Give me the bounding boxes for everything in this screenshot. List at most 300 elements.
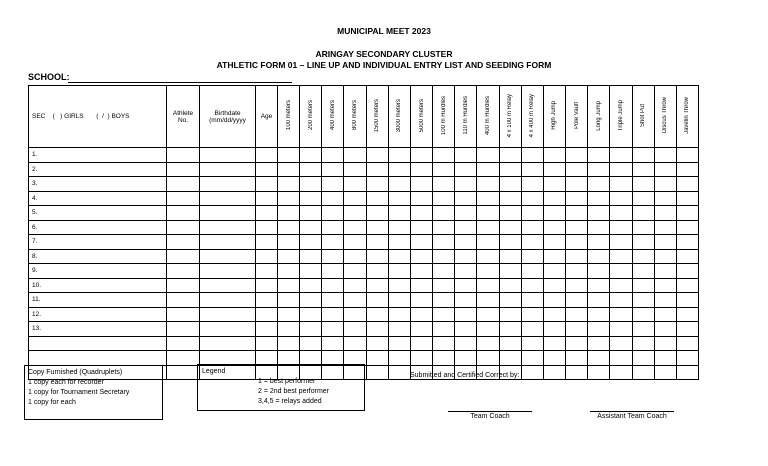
entry-cell[interactable] [388, 278, 410, 293]
entry-cell[interactable] [278, 307, 300, 322]
entry-cell[interactable] [278, 206, 300, 221]
entry-cell[interactable] [477, 264, 499, 279]
entry-cell[interactable] [388, 162, 410, 177]
team-coach-signature-line[interactable] [448, 411, 532, 412]
entry-cell[interactable] [366, 351, 388, 366]
entry-cell[interactable] [543, 249, 565, 264]
entry-cell[interactable] [278, 162, 300, 177]
entry-cell[interactable] [477, 307, 499, 322]
entry-cell[interactable] [344, 148, 366, 163]
entry-cell[interactable] [388, 264, 410, 279]
entry-cell[interactable] [433, 249, 455, 264]
entry-cell[interactable] [322, 322, 344, 337]
entry-cell[interactable] [455, 307, 477, 322]
entry-cell[interactable] [366, 293, 388, 308]
entry-cell[interactable] [366, 278, 388, 293]
entry-cell[interactable] [477, 206, 499, 221]
entry-cell[interactable] [543, 177, 565, 192]
entry-cell[interactable] [344, 191, 366, 206]
entry-cell[interactable] [632, 322, 654, 337]
entry-cell[interactable] [167, 220, 200, 235]
entry-cell[interactable] [610, 249, 632, 264]
entry-cell[interactable] [300, 148, 322, 163]
entry-cell[interactable] [610, 220, 632, 235]
entry-cell[interactable] [521, 235, 543, 250]
row-number-cell[interactable]: 10. [29, 278, 167, 293]
entry-cell[interactable] [433, 264, 455, 279]
entry-cell[interactable] [366, 148, 388, 163]
entry-cell[interactable] [410, 322, 432, 337]
entry-cell[interactable] [256, 336, 278, 351]
entry-cell[interactable] [388, 235, 410, 250]
entry-cell[interactable] [300, 235, 322, 250]
entry-cell[interactable] [610, 307, 632, 322]
entry-cell[interactable] [477, 177, 499, 192]
entry-cell[interactable] [632, 206, 654, 221]
entry-cell[interactable] [344, 293, 366, 308]
entry-cell[interactable] [322, 307, 344, 322]
entry-cell[interactable] [588, 162, 610, 177]
entry-cell[interactable] [566, 177, 588, 192]
entry-cell[interactable] [388, 365, 410, 380]
entry-cell[interactable] [256, 322, 278, 337]
entry-cell[interactable] [588, 235, 610, 250]
entry-cell[interactable] [543, 148, 565, 163]
entry-cell[interactable] [322, 293, 344, 308]
entry-cell[interactable] [200, 148, 256, 163]
entry-cell[interactable] [676, 249, 698, 264]
entry-cell[interactable] [278, 220, 300, 235]
entry-cell[interactable] [676, 235, 698, 250]
entry-cell[interactable] [167, 235, 200, 250]
entry-cell[interactable] [256, 264, 278, 279]
entry-cell[interactable] [433, 148, 455, 163]
entry-cell[interactable] [200, 249, 256, 264]
entry-cell[interactable] [610, 177, 632, 192]
entry-cell[interactable] [300, 293, 322, 308]
entry-cell[interactable] [388, 249, 410, 264]
entry-cell[interactable] [167, 191, 200, 206]
entry-cell[interactable] [433, 322, 455, 337]
entry-cell[interactable] [200, 293, 256, 308]
entry-cell[interactable] [256, 235, 278, 250]
row-number-cell[interactable] [29, 351, 167, 366]
entry-cell[interactable] [344, 220, 366, 235]
entry-cell[interactable] [388, 351, 410, 366]
entry-cell[interactable] [388, 293, 410, 308]
entry-cell[interactable] [433, 235, 455, 250]
entry-cell[interactable] [566, 336, 588, 351]
entry-cell[interactable] [410, 293, 432, 308]
entry-cell[interactable] [521, 336, 543, 351]
entry-cell[interactable] [256, 351, 278, 366]
entry-cell[interactable] [543, 206, 565, 221]
entry-cell[interactable] [477, 162, 499, 177]
entry-cell[interactable] [322, 220, 344, 235]
entry-cell[interactable] [676, 278, 698, 293]
entry-cell[interactable] [566, 191, 588, 206]
entry-cell[interactable] [610, 336, 632, 351]
entry-cell[interactable] [477, 148, 499, 163]
entry-cell[interactable] [200, 278, 256, 293]
entry-cell[interactable] [300, 220, 322, 235]
entry-cell[interactable] [256, 148, 278, 163]
entry-cell[interactable] [455, 322, 477, 337]
entry-cell[interactable] [588, 191, 610, 206]
entry-cell[interactable] [654, 220, 676, 235]
entry-cell[interactable] [366, 162, 388, 177]
entry-cell[interactable] [521, 177, 543, 192]
entry-cell[interactable] [410, 220, 432, 235]
entry-cell[interactable] [366, 206, 388, 221]
entry-cell[interactable] [278, 322, 300, 337]
entry-cell[interactable] [167, 322, 200, 337]
entry-cell[interactable] [167, 148, 200, 163]
entry-cell[interactable] [410, 177, 432, 192]
entry-cell[interactable] [521, 249, 543, 264]
entry-cell[interactable] [455, 264, 477, 279]
entry-cell[interactable] [200, 177, 256, 192]
entry-cell[interactable] [200, 336, 256, 351]
row-number-cell[interactable]: 11. [29, 293, 167, 308]
entry-cell[interactable] [322, 278, 344, 293]
entry-cell[interactable] [322, 249, 344, 264]
row-number-cell[interactable]: 13. [29, 322, 167, 337]
entry-cell[interactable] [610, 322, 632, 337]
assistant-coach-signature-line[interactable] [590, 411, 674, 412]
entry-cell[interactable] [499, 220, 521, 235]
entry-cell[interactable] [477, 322, 499, 337]
entry-cell[interactable] [322, 351, 344, 366]
entry-cell[interactable] [366, 336, 388, 351]
entry-cell[interactable] [477, 351, 499, 366]
entry-cell[interactable] [521, 293, 543, 308]
entry-cell[interactable] [566, 220, 588, 235]
row-number-cell[interactable]: 12. [29, 307, 167, 322]
entry-cell[interactable] [455, 162, 477, 177]
entry-cell[interactable] [588, 206, 610, 221]
entry-cell[interactable] [455, 293, 477, 308]
entry-cell[interactable] [610, 148, 632, 163]
entry-cell[interactable] [322, 235, 344, 250]
entry-cell[interactable] [632, 162, 654, 177]
entry-cell[interactable] [499, 162, 521, 177]
row-number-cell[interactable]: 3. [29, 177, 167, 192]
entry-cell[interactable] [410, 336, 432, 351]
entry-cell[interactable] [322, 191, 344, 206]
entry-cell[interactable] [388, 177, 410, 192]
entry-cell[interactable] [654, 235, 676, 250]
entry-cell[interactable] [344, 249, 366, 264]
entry-cell[interactable] [610, 365, 632, 380]
entry-cell[interactable] [344, 264, 366, 279]
entry-cell[interactable] [477, 293, 499, 308]
entry-cell[interactable] [521, 264, 543, 279]
entry-cell[interactable] [167, 264, 200, 279]
row-number-cell[interactable]: 7. [29, 235, 167, 250]
entry-cell[interactable] [588, 177, 610, 192]
entry-cell[interactable] [256, 307, 278, 322]
entry-cell[interactable] [566, 278, 588, 293]
entry-cell[interactable] [300, 351, 322, 366]
entry-cell[interactable] [278, 293, 300, 308]
entry-cell[interactable] [366, 307, 388, 322]
entry-cell[interactable] [543, 191, 565, 206]
entry-cell[interactable] [388, 191, 410, 206]
entry-cell[interactable] [499, 322, 521, 337]
entry-cell[interactable] [388, 220, 410, 235]
entry-cell[interactable] [256, 162, 278, 177]
entry-cell[interactable] [566, 351, 588, 366]
entry-cell[interactable] [410, 235, 432, 250]
entry-cell[interactable] [300, 162, 322, 177]
entry-cell[interactable] [344, 235, 366, 250]
entry-cell[interactable] [366, 322, 388, 337]
entry-cell[interactable] [322, 177, 344, 192]
entry-cell[interactable] [366, 220, 388, 235]
entry-cell[interactable] [588, 220, 610, 235]
entry-cell[interactable] [588, 336, 610, 351]
entry-cell[interactable] [278, 278, 300, 293]
entry-cell[interactable] [433, 177, 455, 192]
entry-cell[interactable] [632, 351, 654, 366]
entry-cell[interactable] [588, 307, 610, 322]
entry-cell[interactable] [632, 336, 654, 351]
entry-cell[interactable] [322, 162, 344, 177]
entry-cell[interactable] [433, 293, 455, 308]
entry-cell[interactable] [200, 206, 256, 221]
entry-cell[interactable] [588, 293, 610, 308]
row-number-cell[interactable]: 1. [29, 148, 167, 163]
entry-cell[interactable] [366, 249, 388, 264]
entry-cell[interactable] [477, 336, 499, 351]
entry-cell[interactable] [499, 249, 521, 264]
entry-cell[interactable] [566, 148, 588, 163]
entry-cell[interactable] [388, 148, 410, 163]
entry-cell[interactable] [433, 206, 455, 221]
entry-cell[interactable] [499, 177, 521, 192]
entry-cell[interactable] [588, 264, 610, 279]
entry-cell[interactable] [654, 177, 676, 192]
entry-cell[interactable] [499, 206, 521, 221]
entry-cell[interactable] [588, 322, 610, 337]
entry-cell[interactable] [256, 293, 278, 308]
entry-cell[interactable] [167, 336, 200, 351]
entry-cell[interactable] [610, 278, 632, 293]
entry-cell[interactable] [200, 322, 256, 337]
entry-cell[interactable] [300, 191, 322, 206]
entry-cell[interactable] [410, 162, 432, 177]
entry-cell[interactable] [410, 206, 432, 221]
entry-cell[interactable] [543, 322, 565, 337]
entry-cell[interactable] [366, 365, 388, 380]
entry-cell[interactable] [167, 293, 200, 308]
entry-cell[interactable] [676, 220, 698, 235]
entry-cell[interactable] [499, 293, 521, 308]
entry-cell[interactable] [477, 220, 499, 235]
entry-cell[interactable] [654, 293, 676, 308]
entry-cell[interactable] [200, 191, 256, 206]
entry-cell[interactable] [256, 220, 278, 235]
entry-cell[interactable] [499, 191, 521, 206]
entry-cell[interactable] [455, 206, 477, 221]
entry-cell[interactable] [455, 336, 477, 351]
entry-cell[interactable] [521, 307, 543, 322]
school-input-line[interactable] [68, 82, 292, 83]
entry-cell[interactable] [344, 162, 366, 177]
entry-cell[interactable] [521, 191, 543, 206]
entry-cell[interactable] [167, 162, 200, 177]
entry-cell[interactable] [300, 249, 322, 264]
entry-cell[interactable] [410, 191, 432, 206]
entry-cell[interactable] [566, 307, 588, 322]
entry-cell[interactable] [278, 235, 300, 250]
entry-cell[interactable] [632, 307, 654, 322]
entry-cell[interactable] [566, 264, 588, 279]
entry-cell[interactable] [455, 351, 477, 366]
entry-cell[interactable] [632, 249, 654, 264]
entry-cell[interactable] [610, 235, 632, 250]
entry-cell[interactable] [521, 162, 543, 177]
entry-cell[interactable] [278, 351, 300, 366]
entry-cell[interactable] [256, 206, 278, 221]
entry-cell[interactable] [521, 206, 543, 221]
entry-cell[interactable] [433, 336, 455, 351]
entry-cell[interactable] [566, 249, 588, 264]
entry-cell[interactable] [521, 220, 543, 235]
entry-cell[interactable] [499, 235, 521, 250]
entry-cell[interactable] [654, 336, 676, 351]
entry-cell[interactable] [676, 206, 698, 221]
entry-cell[interactable] [654, 307, 676, 322]
entry-cell[interactable] [610, 351, 632, 366]
entry-cell[interactable] [200, 235, 256, 250]
entry-cell[interactable] [654, 365, 676, 380]
entry-cell[interactable] [344, 336, 366, 351]
entry-cell[interactable] [632, 365, 654, 380]
row-number-cell[interactable] [29, 336, 167, 351]
entry-cell[interactable] [676, 148, 698, 163]
entry-cell[interactable] [455, 191, 477, 206]
entry-cell[interactable] [167, 206, 200, 221]
entry-cell[interactable] [654, 191, 676, 206]
entry-cell[interactable] [566, 235, 588, 250]
entry-cell[interactable] [167, 177, 200, 192]
entry-cell[interactable] [366, 191, 388, 206]
entry-cell[interactable] [455, 235, 477, 250]
entry-cell[interactable] [477, 249, 499, 264]
entry-cell[interactable] [388, 336, 410, 351]
entry-cell[interactable] [410, 264, 432, 279]
entry-cell[interactable] [654, 148, 676, 163]
entry-cell[interactable] [521, 278, 543, 293]
row-number-cell[interactable]: 4. [29, 191, 167, 206]
entry-cell[interactable] [278, 249, 300, 264]
entry-cell[interactable] [543, 220, 565, 235]
entry-cell[interactable] [433, 191, 455, 206]
entry-cell[interactable] [410, 278, 432, 293]
entry-cell[interactable] [322, 336, 344, 351]
entry-cell[interactable] [543, 293, 565, 308]
entry-cell[interactable] [200, 307, 256, 322]
entry-cell[interactable] [676, 307, 698, 322]
entry-cell[interactable] [433, 278, 455, 293]
entry-cell[interactable] [632, 177, 654, 192]
entry-cell[interactable] [676, 293, 698, 308]
entry-cell[interactable] [455, 148, 477, 163]
entry-cell[interactable] [200, 351, 256, 366]
entry-cell[interactable] [543, 278, 565, 293]
entry-cell[interactable] [366, 264, 388, 279]
entry-cell[interactable] [278, 148, 300, 163]
entry-cell[interactable] [366, 177, 388, 192]
entry-cell[interactable] [632, 264, 654, 279]
entry-cell[interactable] [455, 278, 477, 293]
entry-cell[interactable] [610, 293, 632, 308]
entry-cell[interactable] [676, 162, 698, 177]
entry-cell[interactable] [300, 206, 322, 221]
entry-cell[interactable] [610, 206, 632, 221]
entry-cell[interactable] [388, 322, 410, 337]
entry-cell[interactable] [344, 177, 366, 192]
entry-cell[interactable] [521, 351, 543, 366]
entry-cell[interactable] [521, 365, 543, 380]
entry-cell[interactable] [322, 264, 344, 279]
entry-cell[interactable] [610, 162, 632, 177]
entry-cell[interactable] [654, 322, 676, 337]
entry-cell[interactable] [256, 249, 278, 264]
entry-cell[interactable] [588, 365, 610, 380]
entry-cell[interactable] [322, 148, 344, 163]
entry-cell[interactable] [410, 351, 432, 366]
entry-cell[interactable] [455, 249, 477, 264]
entry-cell[interactable] [676, 177, 698, 192]
entry-cell[interactable] [300, 336, 322, 351]
entry-cell[interactable] [543, 365, 565, 380]
entry-cell[interactable] [654, 264, 676, 279]
entry-cell[interactable] [543, 351, 565, 366]
entry-cell[interactable] [588, 351, 610, 366]
entry-cell[interactable] [477, 235, 499, 250]
entry-cell[interactable] [566, 293, 588, 308]
entry-cell[interactable] [256, 191, 278, 206]
entry-cell[interactable] [588, 249, 610, 264]
entry-cell[interactable] [278, 191, 300, 206]
row-number-cell[interactable]: 2. [29, 162, 167, 177]
entry-cell[interactable] [521, 148, 543, 163]
entry-cell[interactable] [410, 249, 432, 264]
entry-cell[interactable] [200, 220, 256, 235]
entry-cell[interactable] [300, 322, 322, 337]
entry-cell[interactable] [499, 307, 521, 322]
entry-cell[interactable] [632, 235, 654, 250]
entry-cell[interactable] [499, 148, 521, 163]
entry-cell[interactable] [654, 249, 676, 264]
entry-cell[interactable] [278, 336, 300, 351]
entry-cell[interactable] [167, 249, 200, 264]
entry-cell[interactable] [566, 365, 588, 380]
entry-cell[interactable] [300, 278, 322, 293]
entry-cell[interactable] [344, 278, 366, 293]
entry-cell[interactable] [543, 162, 565, 177]
entry-cell[interactable] [676, 336, 698, 351]
entry-cell[interactable] [322, 206, 344, 221]
row-number-cell[interactable]: 5. [29, 206, 167, 221]
entry-cell[interactable] [344, 307, 366, 322]
entry-cell[interactable] [300, 307, 322, 322]
entry-cell[interactable] [654, 162, 676, 177]
entry-cell[interactable] [632, 191, 654, 206]
